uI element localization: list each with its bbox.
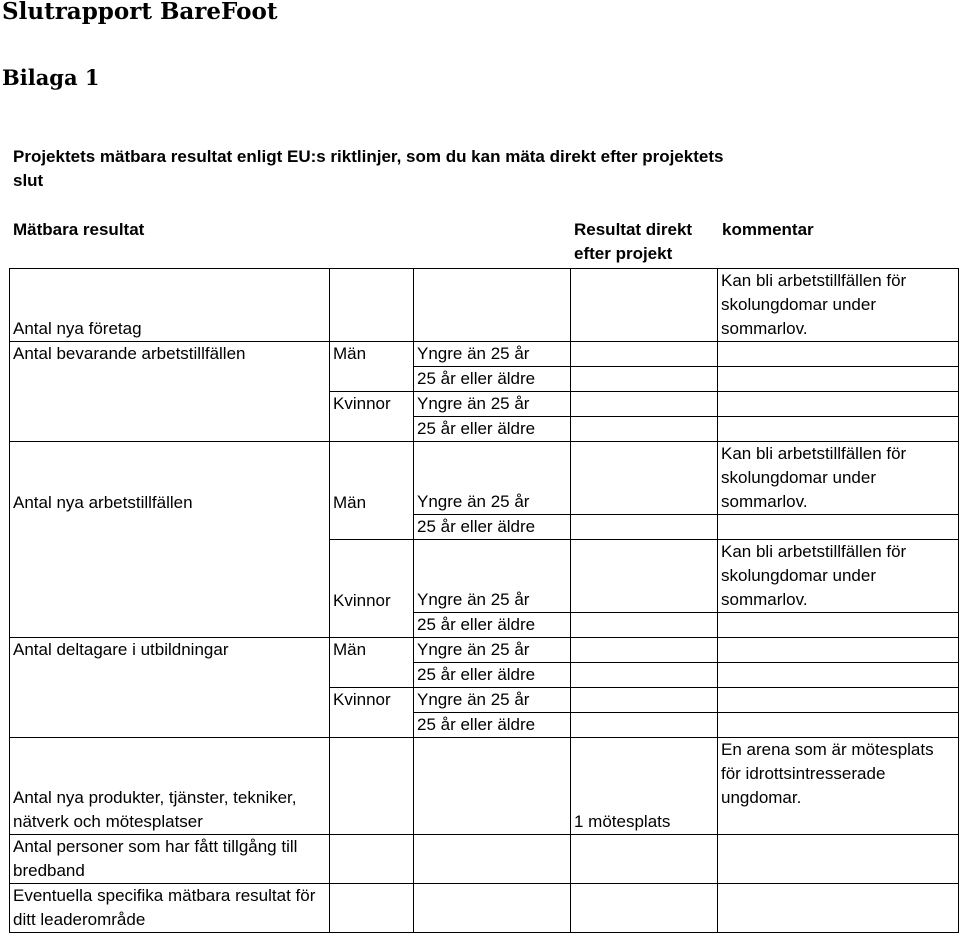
gender-cell: [330, 663, 414, 688]
row-label-retained-jobs: Antal bevarande arbetstillfällen: [10, 342, 330, 442]
gender-cell: [330, 367, 414, 392]
age-cell: [414, 884, 571, 933]
comment-cell: [718, 392, 959, 417]
column-header-result: Resultat direkt efter projekt: [574, 220, 693, 263]
result-cell: [571, 367, 718, 392]
comment-cell: [718, 884, 959, 933]
age-younger: Yngre än 25 år: [414, 638, 571, 663]
result-cell: [571, 688, 718, 713]
result-cell: [571, 663, 718, 688]
age-older: 25 år eller äldre: [414, 417, 571, 442]
result-cell: [571, 442, 718, 515]
age-older: 25 år eller äldre: [414, 515, 571, 540]
result-cell: [571, 417, 718, 442]
comment-cell: [718, 713, 959, 738]
results-table: [9, 268, 959, 933]
result-cell: [571, 835, 718, 884]
row-label-participants-training: Antal deltagare i utbildningar: [10, 638, 330, 738]
row-label-new-jobs: Antal nya arbetstillfällen: [10, 442, 330, 638]
row-label-new-products: Antal nya produkter, tjänster, tekniker, nätverk och mötesplatser: [10, 738, 330, 835]
comment-new-jobs-women: Kan bli arbetstillfällen för skolungdomar under sommarlov.: [718, 540, 959, 613]
result-cell: [571, 638, 718, 663]
gender-cell: [330, 884, 414, 933]
gender-men: Män: [330, 638, 414, 663]
column-header-comment: kommentar: [722, 220, 814, 239]
comment-new-jobs-men: Kan bli arbetstillfällen för skolungdomar under sommarlov.: [718, 442, 959, 515]
gender-cell: [330, 515, 414, 540]
age-younger: Yngre än 25 år: [414, 540, 571, 613]
age-younger: Yngre än 25 år: [414, 442, 571, 515]
comment-cell: [718, 688, 959, 713]
table-row: [10, 884, 959, 933]
age-older: 25 år eller äldre: [414, 663, 571, 688]
age-younger: Yngre än 25 år: [414, 392, 571, 417]
gender-men: Män: [330, 442, 414, 515]
gender-cell: [330, 613, 414, 638]
result-cell: [571, 540, 718, 613]
attachment-heading: Projektets mätbara resultat enligt EU:s riktlinjer, som du kan mäta direkt efter projektets slut: [13, 147, 724, 190]
document-subtitle: Bilaga 1: [2, 65, 100, 90]
table-row: [10, 638, 959, 663]
comment-cell: [718, 663, 959, 688]
comment-cell: [718, 835, 959, 884]
gender-women: Kvinnor: [330, 540, 414, 613]
age-older: 25 år eller äldre: [414, 613, 571, 638]
gender-cell: [330, 417, 414, 442]
row-label-broadband: Antal personer som har fått tillgång till bredband: [10, 835, 330, 884]
result-cell: [571, 613, 718, 638]
document-title: Slutrapport BareFoot: [2, 0, 278, 25]
table-row: [10, 442, 959, 515]
row-label-specific-results: Eventuella specifika mätbara resultat för ditt leaderområde: [10, 884, 330, 933]
comment-new-products: En arena som är mötesplats för idrottsintresserade ungdomar.: [718, 738, 959, 835]
table-row: [10, 738, 959, 835]
result-cell: [571, 392, 718, 417]
result-cell: [571, 342, 718, 367]
table-row: [10, 342, 959, 367]
comment-cell: [718, 367, 959, 392]
row-label-new-companies: Antal nya företag: [10, 269, 330, 342]
comment-cell: [718, 342, 959, 367]
result-cell: [571, 515, 718, 540]
gender-men: Män: [330, 342, 414, 367]
age-cell: [414, 738, 571, 835]
age-older: 25 år eller äldre: [414, 367, 571, 392]
column-header-measurable: Mätbara resultat: [13, 220, 145, 239]
comment-cell: [718, 638, 959, 663]
result-cell: [571, 713, 718, 738]
comment-cell: [718, 417, 959, 442]
gender-women: Kvinnor: [330, 392, 414, 417]
age-cell: [414, 269, 571, 342]
gender-women: Kvinnor: [330, 688, 414, 713]
gender-cell: [330, 738, 414, 835]
age-younger: Yngre än 25 år: [414, 688, 571, 713]
result-cell: [571, 884, 718, 933]
attachment-scan: [0, 140, 960, 929]
comment-cell: [718, 515, 959, 540]
comment-new-companies: Kan bli arbetstillfällen för skolungdomar under sommarlov.: [718, 269, 959, 342]
gender-cell: [330, 835, 414, 884]
table-row: [10, 835, 959, 884]
age-cell: [414, 835, 571, 884]
table-row: [10, 269, 959, 342]
comment-cell: [718, 613, 959, 638]
result-new-products: 1 mötesplats: [571, 738, 718, 835]
gender-cell: [330, 713, 414, 738]
age-older: 25 år eller äldre: [414, 713, 571, 738]
gender-cell: [330, 269, 414, 342]
age-younger: Yngre än 25 år: [414, 342, 571, 367]
result-cell: [571, 269, 718, 342]
